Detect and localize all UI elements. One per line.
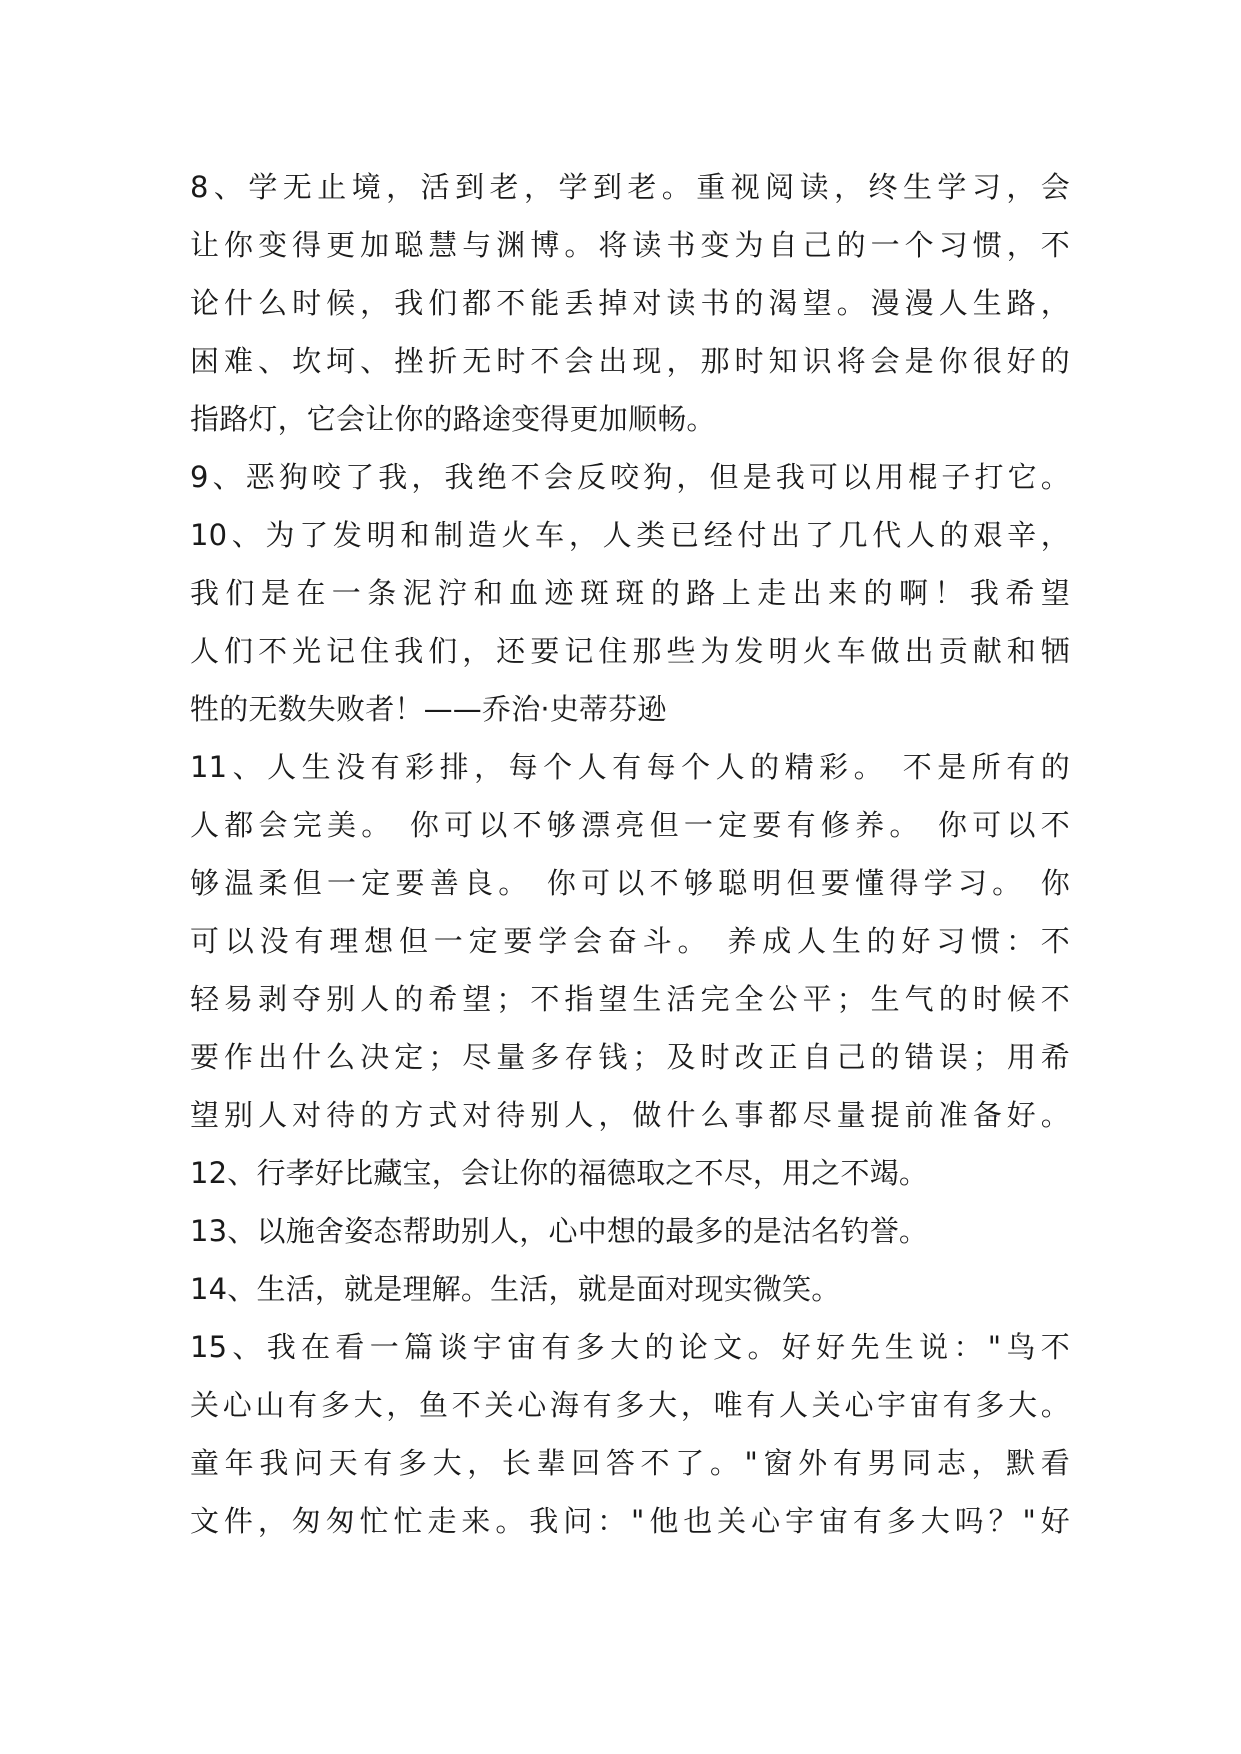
text-line: 8、学无止境，活到老，学到老。重视阅读，终生学习，会 [190, 170, 1070, 204]
text-line: 要作出什么决定；尽量多存钱；及时改正自己的错误；用希 [190, 1040, 1070, 1074]
text-line: 望别人对待的方式对待别人，做什么事都尽量提前准备好。 [190, 1098, 1070, 1132]
text-line: 12、行孝好比藏宝，会让你的福德取之不尽，用之不竭。 [190, 1156, 929, 1190]
text-line: 指路灯，它会让你的路途变得更加顺畅。 [190, 402, 716, 436]
text-line: 人都会完美。 你可以不够漂亮但一定要有修养。 你可以不 [190, 808, 1070, 842]
text-line: 困难、坎坷、挫折无时不会出现，那时知识将会是你很好的 [190, 344, 1070, 378]
text-line: 童年我问天有多大，长辈回答不了。"窗外有男同志，默看 [190, 1446, 1070, 1480]
text-line: 牲的无数失败者！——乔治·史蒂芬逊 [190, 692, 667, 726]
text-line: 可以没有理想但一定要学会奋斗。 养成人生的好习惯：不 [190, 924, 1070, 958]
text-line: 人们不光记住我们，还要记住那些为发明火车做出贡献和牺 [190, 634, 1070, 668]
text-line: 13、以施舍姿态帮助别人，心中想的最多的是沽名钓誉。 [190, 1214, 929, 1248]
text-line: 11、人生没有彩排，每个人有每个人的精彩。 不是所有的 [190, 750, 1070, 784]
text-line: 轻易剥夺别人的希望；不指望生活完全公平；生气的时候不 [190, 982, 1070, 1016]
text-line: 14、生活，就是理解。生活，就是面对现实微笑。 [190, 1272, 841, 1306]
text-line: 让你变得更加聪慧与渊博。将读书变为自己的一个习惯，不 [190, 228, 1070, 262]
text-line: 15、我在看一篇谈宇宙有多大的论文。好好先生说："鸟不 [190, 1330, 1070, 1364]
text-line: 10、为了发明和制造火车，人类已经付出了几代人的艰辛， [190, 518, 1070, 552]
text-line: 关心山有多大，鱼不关心海有多大，唯有人关心宇宙有多大。 [190, 1388, 1070, 1422]
text-line: 论什么时候，我们都不能丢掉对读书的渴望。漫漫人生路， [190, 286, 1070, 320]
text-line: 9、恶狗咬了我，我绝不会反咬狗，但是我可以用棍子打它。 [190, 460, 1070, 494]
text-line: 文件，匆匆忙忙走来。我问："他也关心宇宙有多大吗？"好 [190, 1504, 1070, 1538]
document-body [190, 158, 1070, 1550]
text-line: 我们是在一条泥泞和血迹斑斑的路上走出来的啊！我希望 [190, 576, 1070, 610]
text-line: 够温柔但一定要善良。 你可以不够聪明但要懂得学习。 你 [190, 866, 1070, 900]
